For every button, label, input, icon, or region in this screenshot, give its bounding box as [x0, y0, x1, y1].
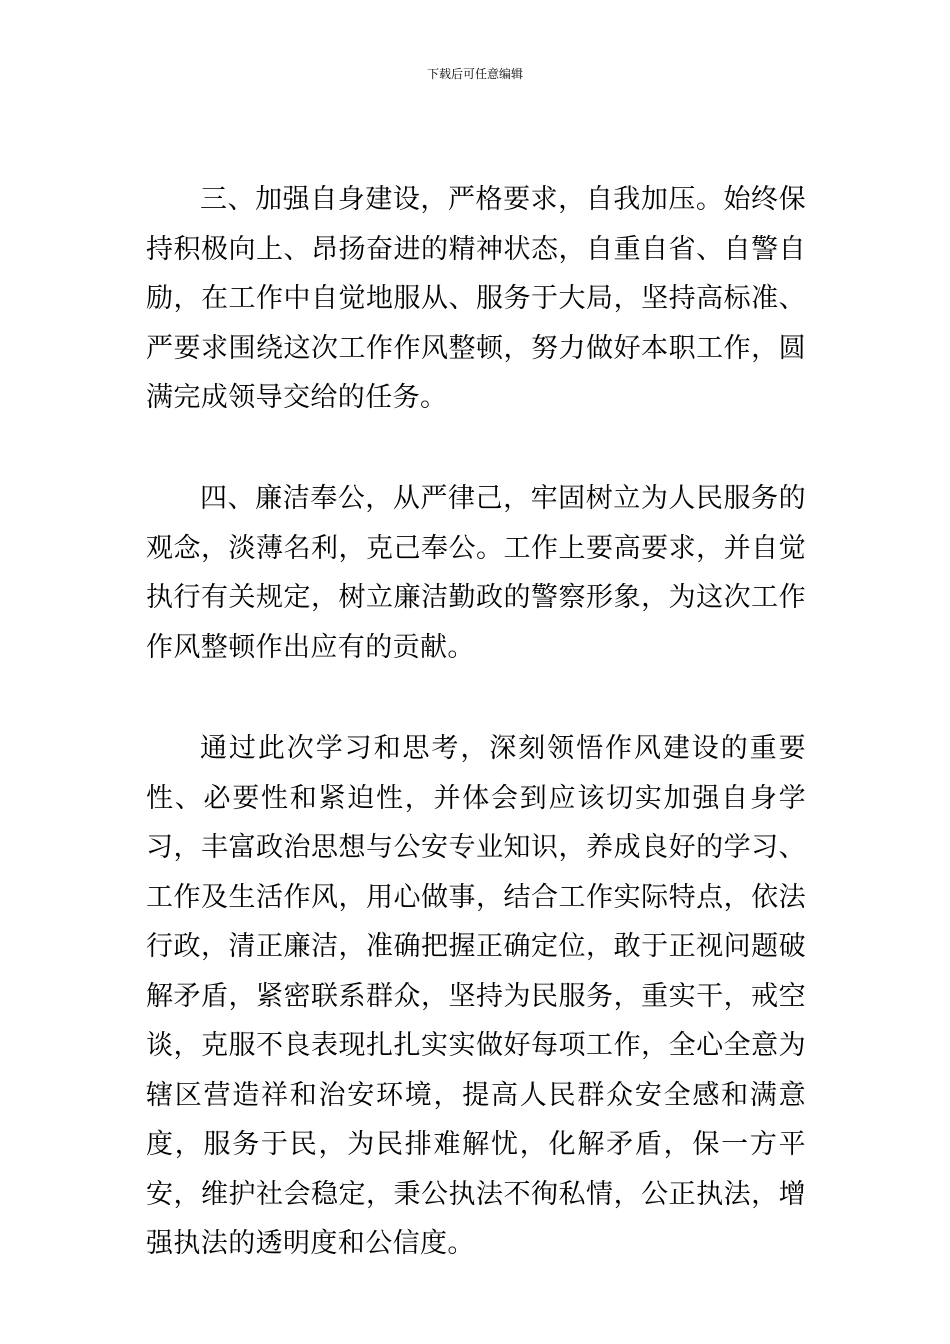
- paragraph-1: 三、加强自身建设，严格要求，自我加压。始终保持积极向上、昂扬奋进的精神状态，自重自省、自警自励，在工作中自觉地服从、服务于大局，坚持高标准、严要求围绕这次工作作风整顿，努力做好本职工作，圆满完成领导交给的任务。: [146, 184, 806, 413]
- paragraph-block-1: [146, 175, 806, 423]
- paragraph-block-2: [146, 474, 806, 672]
- paragraph-2: 四、廉洁奉公，从严律己，牢固树立为人民服务的观念，淡薄名利，克己奉公。工作上要高要求，并自觉执行有关规定，树立廉洁勤政的警察形象，为这次工作作风整顿作出应有的贡献。: [146, 483, 806, 663]
- paragraph-3: 通过此次学习和思考，深刻领悟作风建设的重要性、必要性和紧迫性，并体会到应该切实加强自身学习，丰富政治思想与公安专业知识，养成良好的学习、工作及生活作风，用心做事，结合工作实际特点，依法行政，清正廉洁，准确把握正确定位，敢于正视问题破解矛盾，紧密联系群众，坚持为民服务，重实干，戒空谈，克服不良表现扎扎实实做好每项工作，全心全意为辖区营造祥和治安环境，提高人民群众安全感和满意度，服务于民，为民排难解忧，化解矛盾，保一方平安，维护社会稳定，秉公执法不徇私情，公正执法，增强执法的透明度和公信度。: [146, 733, 806, 1259]
- paragraph-block-3: [146, 724, 806, 1269]
- page-header: 下载后可任意编辑: [426, 67, 523, 81]
